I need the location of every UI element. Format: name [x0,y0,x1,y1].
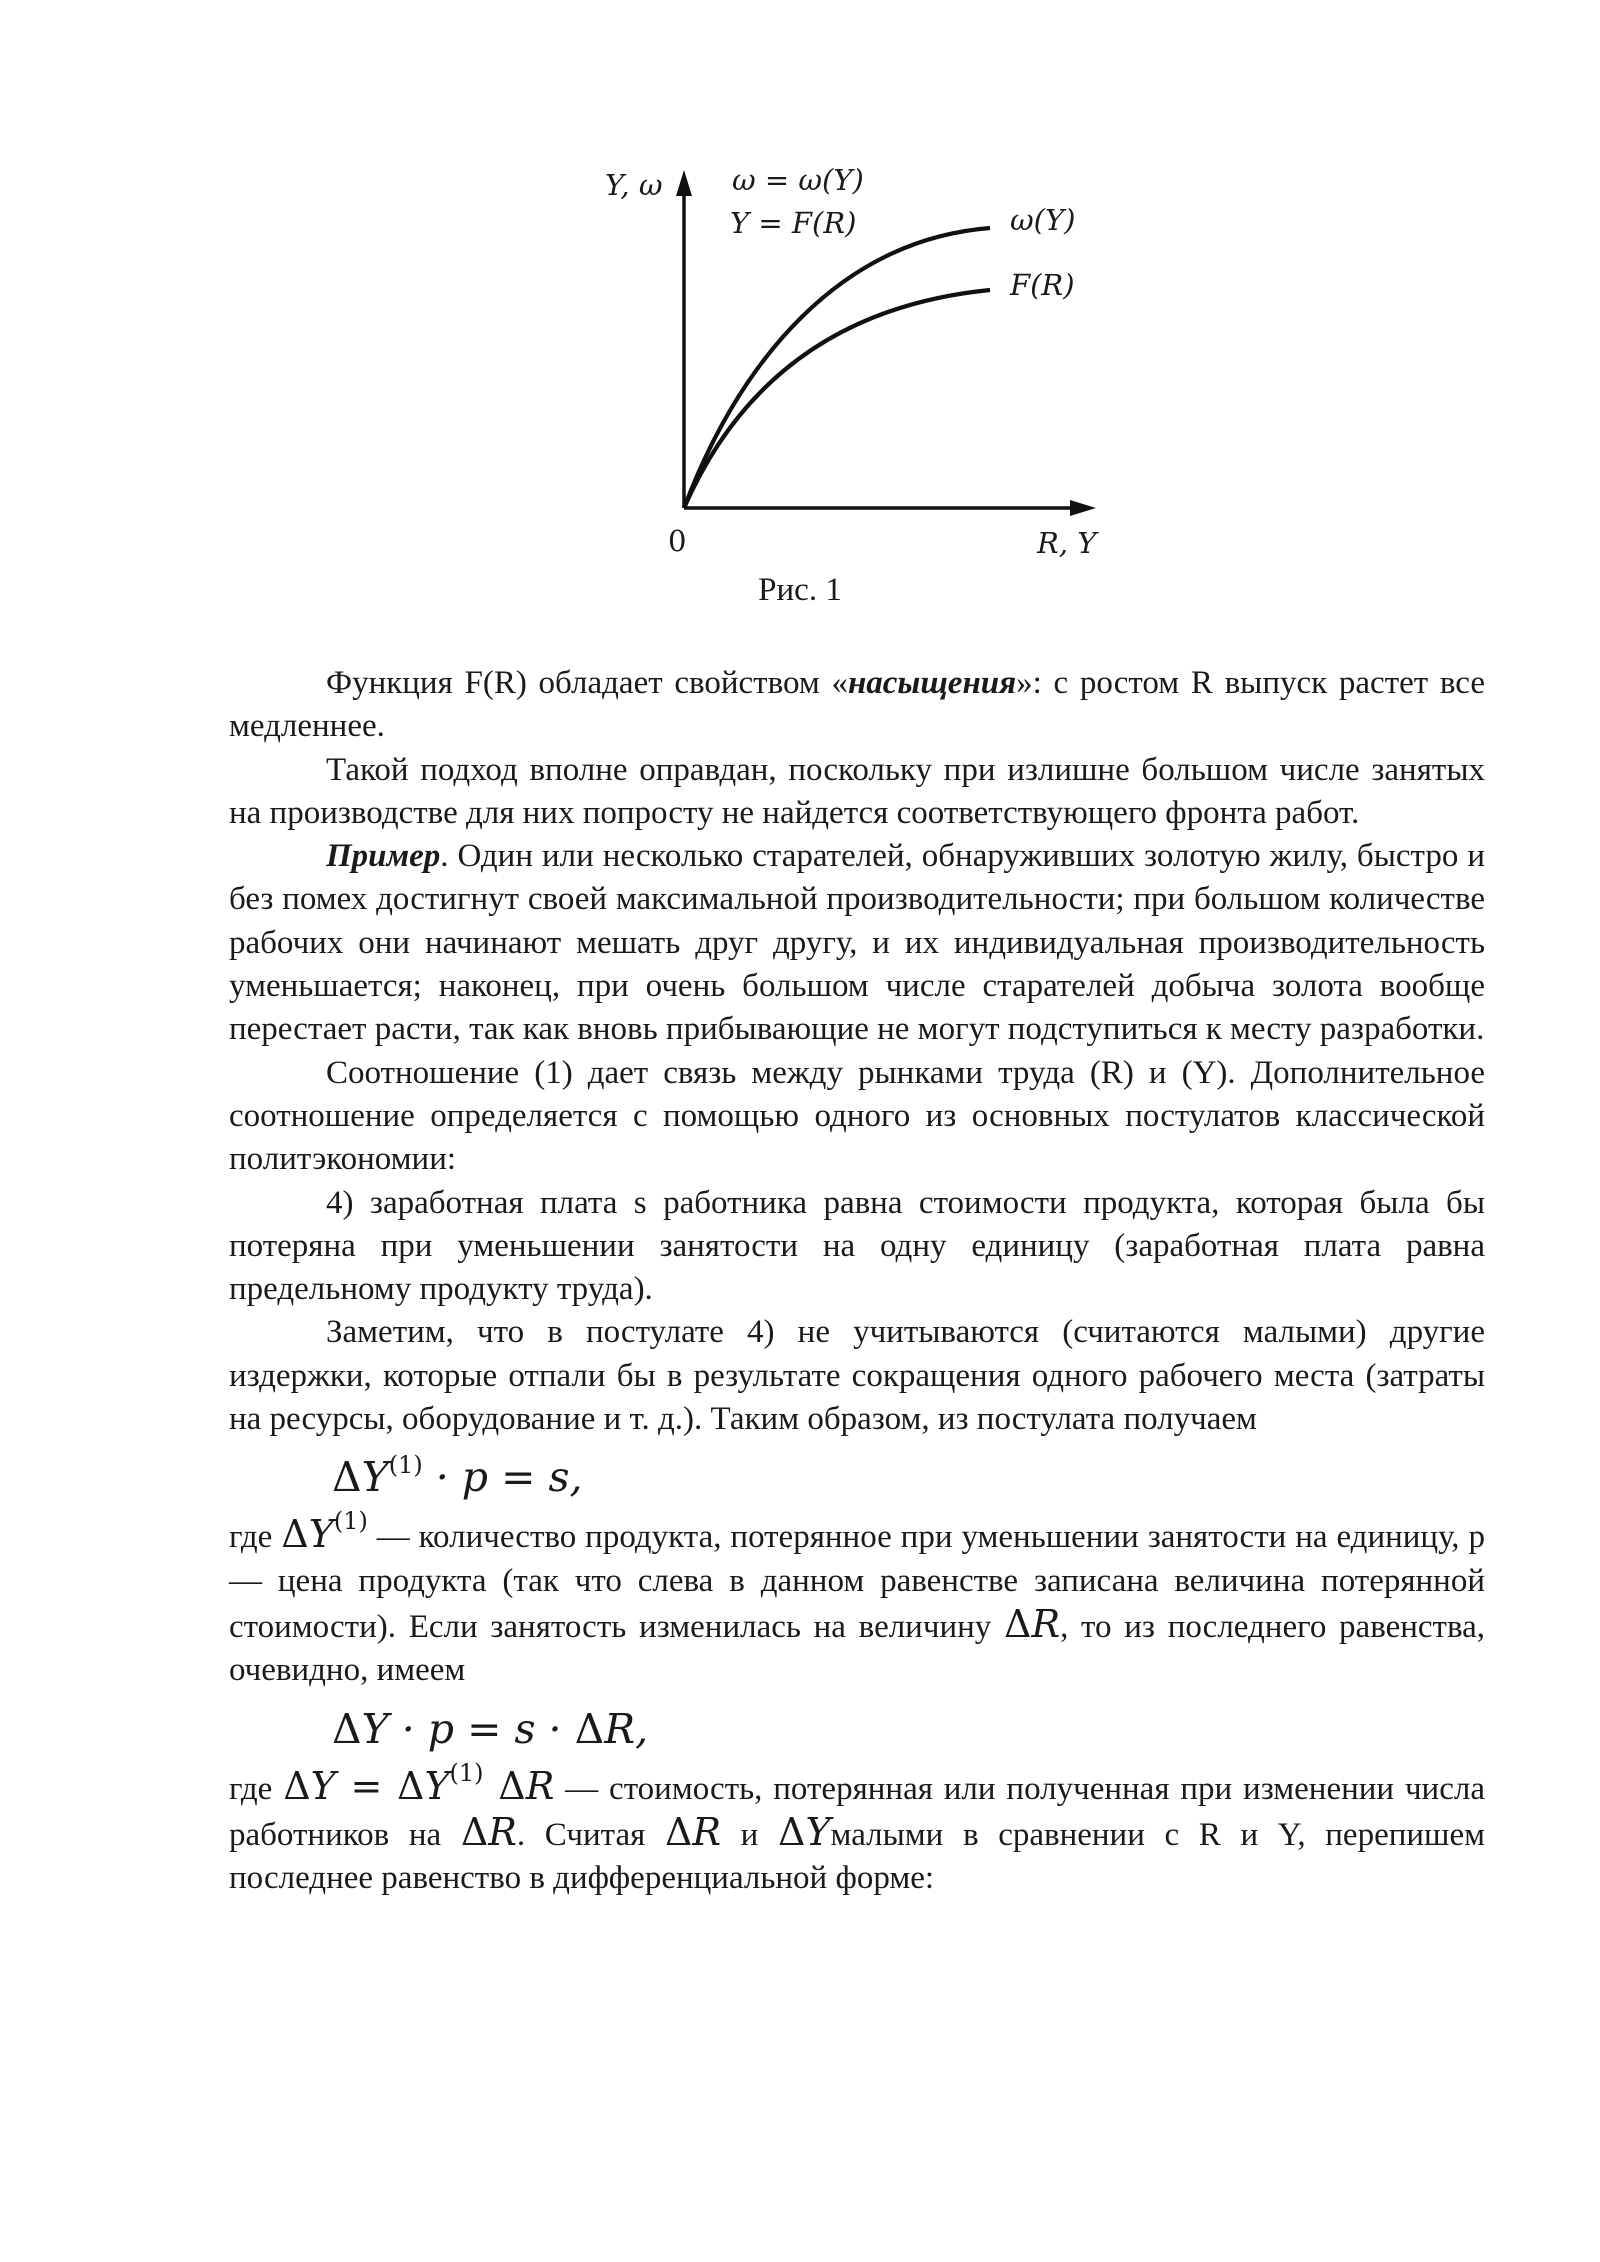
math-rest: R, [604,1704,649,1753]
formula-1 [229,1441,1485,1513]
math-var: Y [805,1809,831,1854]
paragraph: Такой подход вполне оправдан, поскольку при излишне большом числе занятых на производстве для них попросту не найдется соответствующего фронта работ. [229,751,1485,831]
math-var: R [488,1809,517,1854]
inline-math [283,1758,555,1808]
inline-math [281,1507,368,1557]
paragraph [229,662,1485,749]
paragraph: Соотношение (1) дает связь между рынками труда (R) и (Y). Дополнительное соотношение определяется с помощью одного из основных постулатов классической политэкономии: [229,1054,1485,1178]
inline-math [778,1810,831,1854]
body-text [229,662,1485,1900]
text-span: , то из последнего равенства, очевидно, имеем [229,1608,1485,1689]
paragraph [229,1507,1485,1692]
math-delta: Δ [332,1704,362,1753]
math-delta: Δ [1004,1601,1032,1646]
emphasis-term: насыщения [847,665,1017,701]
example-heading: Пример [326,838,441,875]
math-eq: = [335,1763,397,1808]
formula-2 [229,1693,1485,1765]
figure-graph [590,160,1150,620]
figure-caption: Рис. 1 [758,572,842,608]
text-span: »: с ростом R выпуск растет все медленнее. [229,665,1485,745]
legend-line-1: ω = ω(Y) [732,163,864,197]
paragraph [229,1758,1485,1901]
x-axis-label: R, Y [1037,526,1097,560]
text-span: — количество продукта, потерянное при уменьшении занятости на единицу, p — цена продукта (так что слева в данном равенстве записана величина потерянной стоимости). Если занятость изменилась на величину [229,1519,1485,1645]
text-span: . Считая [516,1816,665,1853]
f-curve [684,290,990,508]
math-var: Y [361,1704,389,1753]
paragraph: Заметим, что в постулате 4) не учитываются (считаются малыми) другие издержки, которые отпали бы в результате сокращения одного рабочего места (затраты на ресурсы, оборудование и т. д.). Таким образом, из постулата получаем [229,1314,1485,1438]
math-delta: Δ [574,1704,605,1753]
paragraph: 4) заработная плата s работника равна стоимости продукта, которая была бы потеряна при уменьшении занятости на одну единицу (заработная плата равна предельному продукту труда). [229,1184,1485,1308]
inline-math [665,1810,721,1854]
math-superscript: (1) [333,1507,368,1536]
math-superscript: (1) [388,1451,423,1480]
math-var: R [525,1763,555,1808]
paragraph [229,835,1485,1051]
math-var: Y [310,1763,336,1808]
y-axis-arrow [676,170,692,196]
math-delta: Δ [498,1763,526,1808]
math-var: Y [308,1512,334,1557]
text-span: где [229,1519,282,1556]
math-rest: · p = s, [422,1453,583,1502]
text-span: — стоимость, потерянная или полученная при изменении числа работников на [229,1770,1485,1853]
math-superscript: (1) [449,1758,484,1787]
math-delta: Δ [332,1453,362,1502]
math-rest: · p = s · [388,1704,575,1753]
math-var: R [692,1809,722,1854]
text-span: малыми в сравнении с R и Y, перепишем последнее равенство в дифференциальной форме: [229,1816,1485,1897]
legend-line-2: Y = F(R) [730,206,857,240]
text-span: где [229,1770,284,1807]
math-var: Y [424,1763,450,1808]
math-var: R [1031,1601,1061,1646]
math-delta: Δ [460,1809,489,1854]
math-delta: Δ [396,1763,425,1808]
math-delta: Δ [777,1809,806,1854]
math-delta: Δ [664,1809,693,1854]
f-curve-label: F(R) [1010,268,1075,302]
y-axis-label: Y, ω [605,168,663,202]
x-axis-arrow [1070,500,1096,516]
math-delta: Δ [281,1512,309,1557]
math-var: Y [361,1453,389,1502]
figure-1 [590,160,1150,620]
origin-label: 0 [668,524,687,558]
omega-curve-label: ω(Y) [1010,203,1076,237]
inline-math [461,1810,517,1854]
text-span: . Один или несколько старателей, обнаруживших золотую жилу, быстро и без помех достигнут своей максимальной производительности; при большом количестве рабочих они начинают мешать друг другу, и их индивидуальная производительность уменьшается; наконец, при очень большом числе старателей добыча золота вообще перестает расти, так как вновь прибывающие не могут подступиться к месту разработки. [229,838,1485,1048]
omega-curve [684,228,990,508]
text-span: и [721,1816,778,1853]
inline-math [1004,1602,1060,1646]
math-delta: Δ [283,1763,311,1808]
text-span: Функция F(R) обладает свойством « [326,665,848,701]
